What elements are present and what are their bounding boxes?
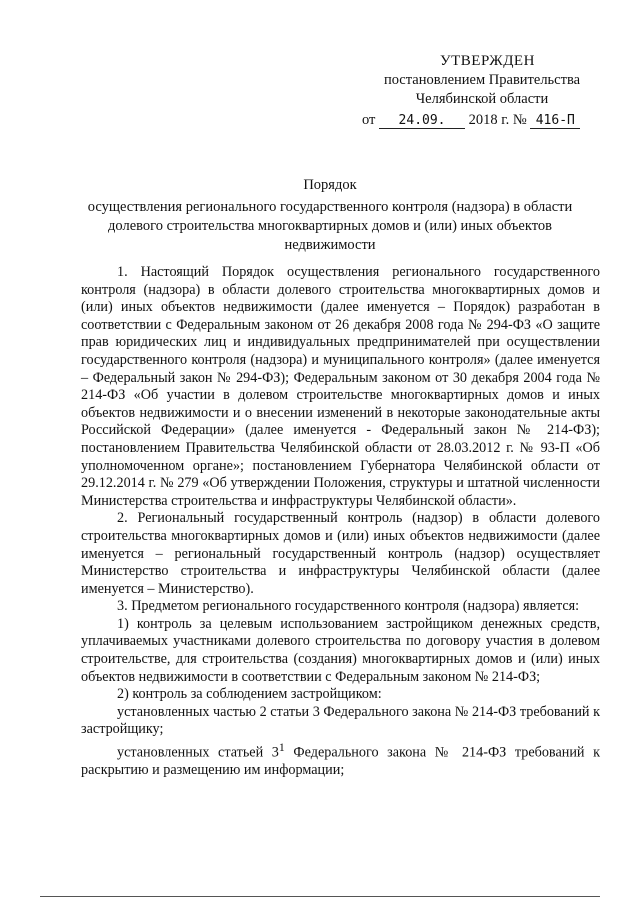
handwritten-date: 24.09. (379, 113, 465, 129)
approval-date-line (362, 111, 602, 130)
paragraph-3-item-2: 2) контроль за соблюдением застройщиком: (117, 686, 382, 703)
page-bottom-divider (40, 896, 600, 897)
paragraph-3-item-1: 1) контроль за целевым использованием застройщиком денежных средств, уплачиваемых участниками долевого строительства по договору участия в долевом строительстве, для строительства (создания) многоквартирных домов и (или) иных объектов недвижимости в соответствии с Федеральным законом № 214-ФЗ; (81, 615, 600, 685)
approval-line-2: Челябинской области (415, 91, 549, 107)
document-body (81, 264, 600, 780)
approval-block (362, 52, 602, 130)
paragraph-3-item-2a: установленных частью 2 статьи 3 Федерального закона № 214-ФЗ требований к застройщику; (81, 703, 600, 738)
item-2b-before: установленных статьей 3 (117, 744, 279, 761)
paragraph-3-item-2b (81, 739, 600, 780)
heading-subtitle: осуществления регионального государственного контроля (надзора) в области долевого строительства многоквартирных домов и (или) иных объектов недвижимости (87, 199, 573, 253)
heading-title: Порядок (303, 177, 357, 193)
approval-title: УТВЕРЖДЕН (440, 53, 535, 69)
from-label: от (362, 112, 376, 128)
handwritten-number: 416-П (530, 113, 580, 129)
year-text: 2018 г. № (468, 112, 527, 128)
item-2b-after: Федерального закона № 214-ФЗ требований к раскрытию и размещению им информации; (81, 744, 601, 779)
paragraph-2: 2. Региональный государственный контроль (надзор) в области долевого строительства многоквартирных домов и (или) иных объектов недвижимости (далее именуется – региональный государственный контроль (надзор) осуществляет Министерство строительства и инфраструктуры Челябинской области (далее именуется – Министерство). (81, 510, 600, 597)
item-2b-superscript: 1 (278, 740, 285, 755)
document-heading (70, 176, 590, 255)
paragraph-3: 3. Предметом регионального государственного контроля (надзора) является: (117, 598, 580, 615)
paragraph-1: 1. Настоящий Порядок осуществления регионального государственного контроля (надзора) в области долевого строительства многоквартирных домов и (или) иных объектов недвижимости (далее именуется – Порядок) разработан в соответствии с Федеральным законом от 26 декабря 2008 года № 294-ФЗ «О защите прав юридических лиц и индивидуальных предпринимателей при осуществлении государственного контроля (надзора) и муниципального контроля» (далее именуется – Федеральный закон № 294-ФЗ); Федеральным законом от 30 декабря 2004 года № 214-ФЗ «Об участии в долевом строительстве многоквартирных домов и иных объектов недвижимости и о внесении изменений в некоторые законодательные акты Российской Федерации» (далее именуется - Федеральный закон № 214-ФЗ); постановлением Правительства Челябинской области от 28.03.2012 г. № 93-П «Об уполномоченном органе»; постановлением Губернатора Челябинской области от 29.12.2014 г. № 279 «Об утверждении Положения, структуры и штатной численности Министерства строительства и инфраструктуры Челябинской области». (81, 264, 600, 509)
approval-line-1: постановлением Правительства (383, 72, 581, 88)
